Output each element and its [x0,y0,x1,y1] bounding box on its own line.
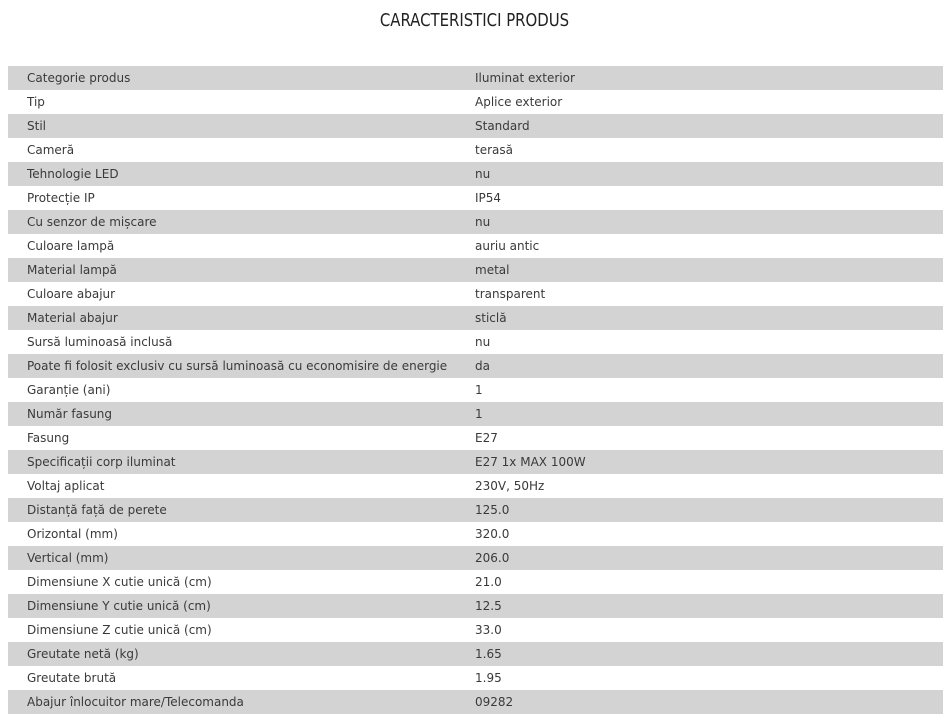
table-row [8,522,943,546]
spec-value: 1.95 [475,671,502,685]
table-row [8,354,943,378]
spec-value: Iluminat exterior [475,71,575,85]
table-row [8,186,943,210]
spec-value: transparent [475,287,546,301]
spec-label: Categorie produs [27,71,131,85]
table-row [8,114,943,138]
spec-value: da [475,359,490,373]
spec-value: 12.5 [475,599,502,613]
spec-label: Orizontal (mm) [27,527,118,541]
spec-value: 230V, 50Hz [475,479,545,493]
spec-label: Specificații corp iluminat [27,455,176,469]
spec-value: Standard [475,119,530,133]
table-row [8,402,943,426]
spec-label: Distanță față de perete [27,503,167,517]
spec-value: 1 [475,407,483,421]
table-row [8,474,943,498]
spec-value: Aplice exterior [475,95,563,109]
spec-label: Greutate netă (kg) [27,647,139,661]
spec-value: terasă [475,143,513,157]
table-row [8,618,943,642]
table-row [8,330,943,354]
spec-value: sticlă [475,311,507,325]
spec-value: metal [475,263,510,277]
table-row [8,234,943,258]
spec-label: Material abajur [27,311,118,325]
spec-label: Garanție (ani) [27,383,111,397]
spec-label: Greutate brută [27,671,117,685]
table-row [8,450,943,474]
spec-label: Voltaj aplicat [27,479,105,493]
table-row [8,138,943,162]
spec-value: 21.0 [475,575,502,589]
spec-label: Cu senzor de mișcare [27,215,157,229]
spec-value: E27 [475,431,498,445]
spec-value: E27 1x MAX 100W [475,455,586,469]
table-row [8,306,943,330]
spec-label: Dimensiune Z cutie unică (cm) [27,623,212,637]
table-row [8,90,943,114]
spec-label: Număr fasung [27,407,113,421]
spec-label: Cameră [27,143,75,157]
table-row [8,282,943,306]
page-title: CARACTERISTICI PRODUS [379,10,570,31]
spec-value: nu [475,335,491,349]
spec-value: 125.0 [475,503,510,517]
spec-label: Dimensiune X cutie unică (cm) [27,575,212,589]
table-row [8,498,943,522]
spec-label: Tip [27,95,45,109]
spec-label: Tehnologie LED [27,167,119,181]
spec-value: 1 [475,383,483,397]
table-row [8,162,943,186]
table-row [8,210,943,234]
spec-value: nu [475,215,491,229]
spec-label: Poate fi folosit exclusiv cu sursă luminoasă cu economisire de energie [27,359,448,373]
table-row [8,546,943,570]
spec-label: Abajur înlocuitor mare/Telecomanda [27,695,244,709]
spec-table [8,66,943,714]
spec-value: nu [475,167,491,181]
spec-value: auriu antic [475,239,540,253]
spec-label: Protecție IP [27,191,95,205]
table-row [8,66,943,90]
spec-value: 1.65 [475,647,502,661]
spec-label: Material lampă [27,263,117,277]
table-row [8,570,943,594]
table-row [8,594,943,618]
spec-value: IP54 [475,191,502,205]
spec-label: Culoare abajur [27,287,116,301]
spec-label: Dimensiune Y cutie unică (cm) [27,599,211,613]
spec-label: Culoare lampă [27,239,115,253]
spec-value: 09282 [475,695,514,709]
spec-label: Stil [27,119,46,133]
table-row [8,258,943,282]
table-row [8,642,943,666]
spec-label: Sursă luminoasă inclusă [27,335,173,349]
spec-value: 33.0 [475,623,502,637]
table-row [8,666,943,690]
table-row [8,378,943,402]
table-row [8,690,943,714]
spec-value: 320.0 [475,527,510,541]
spec-label: Fasung [27,431,70,445]
table-row [8,426,943,450]
spec-label: Vertical (mm) [27,551,109,565]
spec-value: 206.0 [475,551,510,565]
